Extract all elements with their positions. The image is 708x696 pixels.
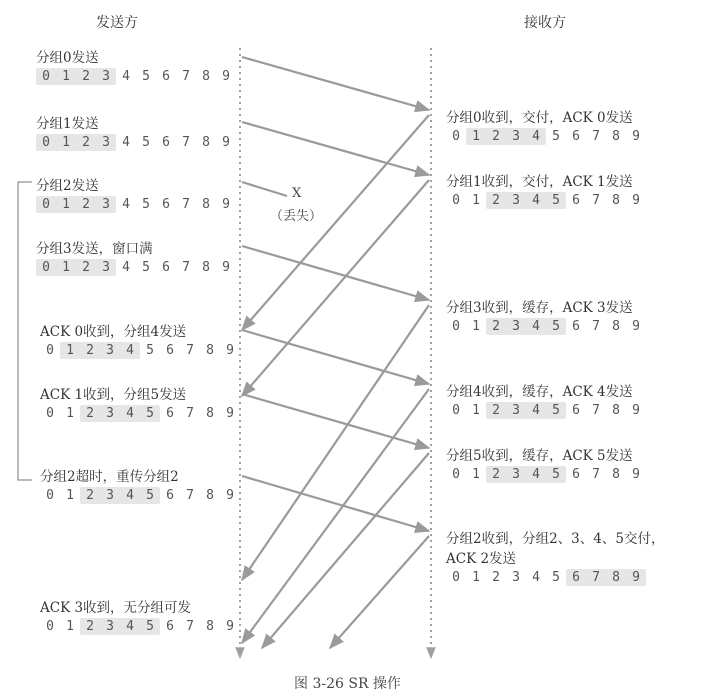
seq-number: 5 <box>142 197 150 212</box>
seq-number: 2 <box>486 466 506 483</box>
seq-number: 0 <box>452 467 460 482</box>
seq-number: 1 <box>66 406 74 421</box>
seq-number: 9 <box>222 260 230 275</box>
seq-number: 9 <box>226 619 234 634</box>
seq-number: 5 <box>146 343 154 358</box>
seq-number: 7 <box>592 403 600 418</box>
seq-number: 0 <box>46 488 54 503</box>
seq-number: 4 <box>120 342 140 359</box>
seq-number: 6 <box>166 406 174 421</box>
seq-number: 3 <box>96 196 116 213</box>
seq-number: 6 <box>162 260 170 275</box>
ack-4-arrow <box>242 389 429 643</box>
seq-number: 6 <box>166 619 174 634</box>
seq-number: 1 <box>66 619 74 634</box>
seq-number: 3 <box>506 318 526 335</box>
seq-number: 5 <box>546 192 566 209</box>
seq-number: 7 <box>182 197 190 212</box>
packet-3-arrow <box>242 246 429 300</box>
seq-number: 0 <box>36 259 56 276</box>
seq-number: 2 <box>80 618 100 635</box>
seq-number: 4 <box>122 69 130 84</box>
seq-number: 1 <box>472 319 480 334</box>
seq-number: 9 <box>632 129 640 144</box>
sender-event-label: 分组1发送 <box>36 116 99 132</box>
sequence-numbers <box>40 405 240 422</box>
seq-number: 4 <box>120 405 140 422</box>
seq-number: 5 <box>546 402 566 419</box>
seq-number: 9 <box>222 197 230 212</box>
seq-number: 3 <box>506 402 526 419</box>
seq-number: 8 <box>206 619 214 634</box>
receiver-event-label-line2: ACK 2发送 <box>446 551 517 567</box>
seq-number: 0 <box>452 319 460 334</box>
seq-number: 9 <box>222 69 230 84</box>
sender-event <box>36 112 236 151</box>
seq-number: 2 <box>486 402 506 419</box>
seq-number: 7 <box>592 467 600 482</box>
seq-number: 6 <box>572 193 580 208</box>
seq-number: 8 <box>612 319 620 334</box>
seq-number: 6 <box>572 319 580 334</box>
receiver-event-label: 分组1收到，交付，ACK 1发送 <box>446 174 633 190</box>
sequence-numbers <box>36 68 236 85</box>
seq-number: 1 <box>472 570 480 585</box>
seq-number: 3 <box>100 487 120 504</box>
sender-event-label: 分组2发送 <box>36 178 99 194</box>
seq-number: 3 <box>100 342 120 359</box>
receiver-event-label: 分组5收到，缓存，ACK 5发送 <box>446 448 633 464</box>
seq-number: 4 <box>122 260 130 275</box>
seq-number: 4 <box>120 487 140 504</box>
seq-number: 8 <box>202 69 210 84</box>
receiver-event <box>446 106 646 145</box>
seq-number: 1 <box>56 259 76 276</box>
receiver-event-label: 分组2收到，分组2、3、4、5交付， <box>446 531 665 547</box>
seq-number: 0 <box>36 196 56 213</box>
seq-number: 6 <box>572 467 580 482</box>
seq-number: 6 <box>572 129 580 144</box>
seq-number: 4 <box>122 135 130 150</box>
seq-number: 5 <box>140 618 160 635</box>
seq-number: 0 <box>452 570 460 585</box>
seq-number: 8 <box>612 467 620 482</box>
timeout-bracket <box>18 182 32 480</box>
receiver-event-label: 分组0收到，交付，ACK 0发送 <box>446 110 633 126</box>
seq-number: 2 <box>492 570 500 585</box>
sender-event-label: 分组0发送 <box>36 50 99 66</box>
sender-event <box>36 46 236 85</box>
seq-number: 7 <box>186 406 194 421</box>
sender-event <box>40 596 240 635</box>
seq-number: 2 <box>80 487 100 504</box>
seq-number: 1 <box>472 467 480 482</box>
sequence-numbers <box>446 192 646 209</box>
seq-number: 0 <box>452 193 460 208</box>
seq-number: 8 <box>606 569 626 586</box>
seq-number: 5 <box>552 570 560 585</box>
seq-number: 9 <box>626 569 646 586</box>
seq-number: 8 <box>612 193 620 208</box>
seq-number: 4 <box>122 197 130 212</box>
seq-number: 8 <box>612 403 620 418</box>
seq-number: 7 <box>182 135 190 150</box>
seq-number: 1 <box>60 342 80 359</box>
seq-number: 7 <box>182 260 190 275</box>
sequence-numbers <box>446 402 646 419</box>
seq-number: 0 <box>46 406 54 421</box>
seq-number: 8 <box>202 135 210 150</box>
sender-event <box>36 237 236 276</box>
seq-number: 4 <box>120 618 140 635</box>
seq-number: 7 <box>186 619 194 634</box>
seq-number: 2 <box>486 128 506 145</box>
seq-number: 2 <box>80 342 100 359</box>
seq-number: 3 <box>96 259 116 276</box>
receiver-event-label: 分组3收到，缓存，ACK 3发送 <box>446 300 633 316</box>
receiver-header: 接收方 <box>524 15 566 31</box>
seq-number: 0 <box>36 134 56 151</box>
seq-number: 4 <box>526 402 546 419</box>
receiver-event <box>446 296 646 335</box>
seq-number: 7 <box>182 69 190 84</box>
seq-number: 3 <box>96 68 116 85</box>
seq-number: 6 <box>162 135 170 150</box>
seq-number: 3 <box>506 466 526 483</box>
sender-event-label: ACK 0收到，分组4发送 <box>40 324 187 340</box>
receiver-event-label: 分组4收到，缓存，ACK 4发送 <box>446 384 633 400</box>
seq-number: 7 <box>186 488 194 503</box>
seq-number: 5 <box>142 260 150 275</box>
sequence-numbers <box>40 342 240 359</box>
seq-number: 3 <box>96 134 116 151</box>
seq-number: 1 <box>66 488 74 503</box>
sequence-numbers <box>446 318 646 335</box>
seq-number: 7 <box>586 569 606 586</box>
seq-number: 6 <box>162 69 170 84</box>
figure-caption: 图 3-26 SR 操作 <box>294 676 401 692</box>
sender-event <box>40 465 240 504</box>
seq-number: 9 <box>632 403 640 418</box>
seq-number: 9 <box>226 406 234 421</box>
sender-event-label: ACK 3收到，无分组可发 <box>40 600 192 616</box>
receiver-event <box>446 444 646 483</box>
seq-number: 4 <box>532 570 540 585</box>
seq-number: 0 <box>36 68 56 85</box>
seq-number: 9 <box>226 343 234 358</box>
seq-number: 3 <box>506 128 526 145</box>
receiver-event <box>446 380 646 419</box>
seq-number: 4 <box>526 466 546 483</box>
seq-number: 1 <box>472 403 480 418</box>
seq-number: 2 <box>76 68 96 85</box>
packet-5-arrow <box>242 394 429 448</box>
sequence-numbers <box>36 134 236 151</box>
seq-number: 6 <box>166 488 174 503</box>
seq-number: 9 <box>632 193 640 208</box>
seq-number: 7 <box>592 319 600 334</box>
seq-number: 9 <box>632 319 640 334</box>
seq-number: 3 <box>100 618 120 635</box>
seq-number: 5 <box>140 405 160 422</box>
seq-number: 6 <box>162 197 170 212</box>
seq-number: 5 <box>546 318 566 335</box>
sender-event <box>40 320 240 359</box>
seq-number: 6 <box>166 343 174 358</box>
lost-x-mark: X <box>292 186 302 201</box>
seq-number: 0 <box>46 619 54 634</box>
seq-number: 0 <box>452 403 460 418</box>
seq-number: 1 <box>56 68 76 85</box>
seq-number: 8 <box>202 197 210 212</box>
seq-number: 9 <box>632 467 640 482</box>
seq-number: 6 <box>566 569 586 586</box>
seq-number: 4 <box>526 318 546 335</box>
seq-number: 4 <box>526 128 546 145</box>
seq-number: 3 <box>100 405 120 422</box>
seq-number: 3 <box>512 570 520 585</box>
sequence-numbers <box>40 618 240 635</box>
seq-number: 1 <box>56 196 76 213</box>
seq-number: 6 <box>572 403 580 418</box>
sequence-numbers <box>40 487 240 504</box>
ack-3-arrow <box>242 305 429 580</box>
seq-number: 1 <box>56 134 76 151</box>
sequence-numbers <box>36 259 236 276</box>
seq-number: 5 <box>140 487 160 504</box>
seq-number: 1 <box>472 193 480 208</box>
seq-number: 2 <box>80 405 100 422</box>
seq-number: 2 <box>76 134 96 151</box>
ack-5-arrow <box>262 453 429 648</box>
sender-event-label: ACK 1收到，分组5发送 <box>40 387 187 403</box>
sender-event <box>36 174 236 213</box>
seq-number: 4 <box>526 192 546 209</box>
seq-number: 9 <box>226 488 234 503</box>
sequence-numbers <box>446 569 664 586</box>
seq-number: 1 <box>466 128 486 145</box>
seq-number: 8 <box>206 488 214 503</box>
seq-number: 7 <box>186 343 194 358</box>
sender-header: 发送方 <box>96 15 138 31</box>
seq-number: 5 <box>552 129 560 144</box>
receiver-event <box>446 170 646 209</box>
sequence-numbers <box>36 196 236 213</box>
seq-number: 9 <box>222 135 230 150</box>
seq-number: 8 <box>202 260 210 275</box>
lost-label: （丢失） <box>270 209 323 224</box>
seq-number: 7 <box>592 129 600 144</box>
seq-number: 2 <box>486 318 506 335</box>
sequence-numbers <box>446 466 646 483</box>
seq-number: 0 <box>46 343 54 358</box>
seq-number: 7 <box>592 193 600 208</box>
sender-event <box>40 383 240 422</box>
seq-number: 3 <box>506 192 526 209</box>
seq-number: 2 <box>486 192 506 209</box>
sender-event-label: 分组2超时，重传分组2 <box>40 469 179 485</box>
seq-number: 8 <box>612 129 620 144</box>
seq-number: 2 <box>76 196 96 213</box>
seq-number: 2 <box>76 259 96 276</box>
receiver-event <box>446 527 664 586</box>
seq-number: 8 <box>206 343 214 358</box>
sender-event-label: 分组3发送，窗口满 <box>36 241 153 257</box>
packet-4-arrow <box>242 330 429 384</box>
packet-2-lost-arrow <box>242 182 287 196</box>
seq-number: 5 <box>142 135 150 150</box>
seq-number: 5 <box>546 466 566 483</box>
seq-number: 5 <box>142 69 150 84</box>
seq-number: 0 <box>452 129 460 144</box>
seq-number: 8 <box>206 406 214 421</box>
sequence-numbers <box>446 128 646 145</box>
packet-0-arrow <box>242 57 429 110</box>
